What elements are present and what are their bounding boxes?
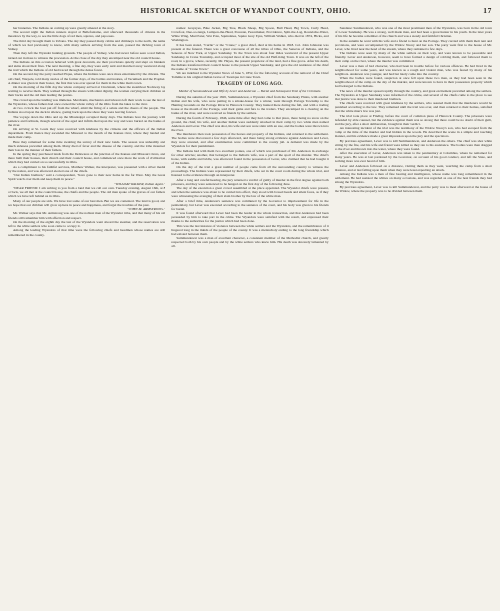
paragraph: After a brief time, Anderson's sentence was commuted by the Governor to imprisonment for life in the penitentiary, but Lever was executed according to the sentence of the court, and his body was given to his friends for burial. (171, 198, 329, 211)
column-2 (171, 26, 328, 604)
section-subheading: Murder of Summundewat and Wife by Lever and Anderson — Burial and Subsequent Trial of the Criminals. (178, 89, 322, 94)
paragraph: Sundane: Sunmundewat, who was one of the most prominent men of the Wyandots, was born in the old town of Lower Sandusky. He was a strong, well made man, and had been a great hunter in his youth. In the later years of his life he became a member of the church and was a steady and faithful Christian. (334, 26, 492, 39)
paragraph: The voyage down the Ohio and up the Mississippi occupied many days. The Indians bore the journey with patience and fortitude, though several of the aged and infirm died upon the way and were buried on the banks of the river. (8, 114, 166, 127)
paragraph: On the morning of the eighth day the last of the Wyandots went aboard the steamer, and the reservation was left to the white settlers who soon came to occupy it. (8, 219, 166, 229)
paragraph: During the fourth of February, 1846, some time after they had come to that place, there being no snow on the ground, the chief, his wife, and another Indian were suddenly attacked in their camp by two white men named Anderson and Lever. The chief was shot, his wife and son were slain with an axe, and the bodies were thrown into the river. (171, 115, 329, 132)
section-heading: TRAGEDY OF LONG AGO. (217, 82, 283, 88)
paragraph: Among the Indians was a man of fine bearing and intelligence, whose name was long remembered in the settlement. He had assisted the whites on many occasions, and was regarded as one of the best friends they had among the Wyandots. (334, 172, 492, 185)
paragraph: By previous agreement, Lever was to kill Summundewat, and Anderson the others. The chief was shot while sitting by the fire, and his wife and friend were killed as they ran to his assistance. The bodies were then dragged to the river and thrown into the water, where they were found. (334, 138, 492, 151)
paragraph: Summundewat was a man of excellent character, a consistent member of the Methodist church, and greatly respected both by his own people and by the white settlers who knew him. His death was sincerely lamented by all. (171, 236, 329, 249)
signature-line: "WILLIAM WALKER, Indian Agent." (114, 181, 166, 186)
paragraph: After a long and careful hearing, the jury returned a verdict of guilty of murder in the first degree against both prisoners, and they were sentenced to be hanged on the first day of the following June. (171, 177, 329, 186)
paragraph: By previous agreement, Lever was to kill Summundewat, and the party was to meet afterward at the house of the Widow, where the property was to be divided between them. (334, 184, 492, 193)
paragraph: The Indians were seen by many of the white settlers on their way, and were known to be peaceable and friendly. Lever and Anderson, however, seem to have formed a design of robbing them, and followed them to their camp on the river, where the murder was committed. (334, 51, 492, 64)
paragraph: The news of the murder spread rapidly through the country, and great excitement prevailed among the settlers. The Wyandots at Upper Sandusky were informed of the crime, and several of the chiefs came to the place to see that justice was done to their murdered brethren. (334, 88, 492, 101)
paragraph: On the second day the party reached Piqua, where the Indians were once more entertained by the citizens. The old chief, Warpole, told many stories of the former days, of the battles and treaties, of Tecumseh and the Prophet. A dinner was given in their honor, the first that was ever spread for them in the white man's town. (8, 72, 166, 85)
paragraph: On the day of the trial a great number of people came from all the surrounding country to witness the proceedings. The Indians were represented by their chiefs, who sat in the court room during the whole trial, and listened to the evidence through an interpreter. (171, 165, 329, 178)
paragraph: In the autumn he went with his wife and a friend to hunt on the Portage. They carried with them their tent and provisions, and were accompanied by the Widow Nacey and her son. The party went first to the house of Mr. Lever, who lived near the head of the stream, where they remained a few days. (334, 38, 492, 51)
paragraph: It was found afterward that Lever had been the leader in the whole transaction, and that Anderson had been persuaded by him to take part in the crime. The Wyandots were satisfied with the result, and expressed their thanks to the authorities for the justice which had been done. (171, 211, 329, 224)
paragraph: Lever was a man of bad character, who had been in trouble before for various offences. He had lived in the neighborhood for some years, and was known as a rough and violent man, who was feared by many of his neighbors. Anderson was younger, and had but lately come into the country. (334, 63, 492, 76)
paragraph: Mr. Walker says that Mr. Armstrong was one of the noblest men of the Wyandot tribe, and that many of his old friends still remember him with affection and respect. (8, 211, 166, 220)
paragraph: After the execution of Lever, Anderson was taken to the penitentiary at Columbus, where he remained for many years. He was at last pardoned by the Governor, on account of his good conduct, and left the State, and nothing more was ever heard of him. (334, 151, 492, 164)
paragraph: It has been stated, "Curlie" or the "Crane," a great chief, died at his home in 1818. Col. John Johnston was present at the funeral. There was a great concourse of all the tribes of Ohio, the Senecas of Indiana, and the Senecas of New York, at Upper Sandusky. To the Town was about four miles westward of the present Upper Sandusky, in Crane Township, and occupied most of the site of the old Half-King Town. It was on the left of the road, in a grove, where, recently, Mr. Hayes, the present proprietor of the land, had a fine grove. After his death, the Indians transferred their council house to the present Upper Sandusky, and gave the old residence of the chief the name of "Crane Town." (171, 42, 329, 71)
paragraph: Many of our people are sick. We have lost some of our best men. But we are contented. The land is good, and we hope that our children will grow up here in peace and happiness, and forget the troubles of the past. (8, 198, 166, 207)
paragraph: Lever and Anderson followed on a distance, visiting them as they went, watching the camp from a short distance, and at last falling upon them when they were least expecting an attack. (334, 163, 492, 172)
paragraph: On the morning of the fifth day the whole company arrived at Cincinnati, where the steamboat Nodaway lay waiting to receive them. They walked through the streets with silent dignity, the women carrying their children on their backs and the old men leading the ponies. (8, 85, 166, 98)
paragraph: We are indebted to the Wyandot News of June 5, 1852, for the following account of the removal of the Chief Tommie to his original Indian Grave of Tooniqua in Crane Town. (171, 71, 329, 80)
column-3 (335, 26, 492, 604)
paragraph: her brunettes. The Indians on coming up were greatly amazed at the story. (13, 26, 115, 30)
text-columns (8, 26, 492, 604)
paragraph: At two o'clock the boat put off from the wharf, amid the firing of a salute and the cheers of the people. The Indians stood upon the deck in silence, gazing back upon the shore they were leaving forever. (8, 106, 166, 115)
page-number: 17 (483, 6, 492, 15)
running-head (8, 6, 492, 22)
paragraph: The crowd upon the landing was immense. Merchants, mechanics and laborers left their work to see the last of the Wyandots, whose fathers had once owned the whole valley of the Ohio from the lakes to the river. (8, 97, 166, 106)
paragraph: In the spring they purchased lands from the Delawares at the junction of the Kansas and Missouri rivers, and there built their houses, their church and their council house, and commenced once more the work of civilization which they had carried on so successfully in Ohio. (8, 152, 166, 165)
paragraph: Among the leading Wyandots of that time were the following chiefs and headmen whose names are still remembered in the county. (8, 228, 166, 237)
paragraph: "DEAR FRIEND: I am writing to you from a land that we call our own. Tuesday evening, August 16th, at 8 o'clock, we all met at the council house, the chiefs and the people. The old men spoke of the graves of our fathers which we have left behind us in Ohio. (8, 186, 166, 199)
paragraph: When the bodies were found, suspicion at once fell upon these two men, as they had been seen in the neighborhood of the camp on the day of the murder, and were known to have in their possession property which had belonged to the Indians. (334, 76, 492, 89)
paragraph: On arriving at St. Louis they were received with kindness by the citizens and the officers of the Indian department. From thence they ascended the Missouri to the mouth of the Kansas river, where they landed and made their camp. (8, 127, 166, 140)
signature-line: "JOHN M. ARMSTRONG." (127, 207, 166, 212)
running-title: HISTORICAL SKETCH OF WYANDOT COUNTY, OHIO. (140, 7, 351, 15)
paragraph: The chiefs were received with great kindness by the settlers, who assured them that the murderers would be punished according to the law. They remained until the trial was over, and then returned to their homes, satisfied that the white man's law was just. (334, 101, 492, 114)
paragraph: As a compliment to his faithful services, Matthew Walker, the interpreter, was presented with a silver medal by the nation, and was afterward elected one of the chiefs. (8, 164, 166, 173)
paragraph: The day of the execution a great crowd assembled at the place appointed. The Wyandot chiefs were present, and when the sentence was about to be carried into effect, they stood with bowed heads and silent faces, as if they were witnessing the avenging of their slain brother by the law of the white man. (171, 186, 329, 199)
paragraph: The Indians had with them two excellent ponies, one of which was purchased of Mr. Anderson in exchange for other articles; another, that belonged to the Indian's wife, was a part of the spoil of the murder. The chief's horse, with saddle and bridle, was afterward found in the possession of Lever, who claimed that he had bought it of the Indian. (171, 148, 329, 165)
paragraph: names: Grayeyes, Blue Jacket, Big Tree, Black Sheep, Big Spoon, Bull Head, Big Town, Curly Head, Crowfoot, Dee-oo-tunga, Lumpon-the-Head, Poucean, Peacemaker, Providence, Split-the-Log, Round-the-Water, White Wing, Mud Eater, War Pole, Squindatee, Squire Grey Eyes, William Walker, who died in 1874, Hicks, and Washington. (171, 26, 329, 43)
paragraph: The trial took place at Findlay, before the court of common pleas of Hancock County. The prisoners were defended by able counsel, but the evidence against them was so strong that there could be no doubt of their guilt, and the jury, after a short deliberation, brought in their verdict. (334, 113, 492, 126)
paragraph: Then they left the Wyandot hunting grounds. The people of Sidney, who had never before seen a real Indian, turned out in mass to witness the procession. At the close of the day they encamped near the old council house. (8, 51, 166, 60)
paragraph: Here they remained for some time awaiting the survey of their new lands. The season was unhealthy and much sickness prevailed among them. Many died of fever and the disease of the country, and the tribe mourned their loss in the manner of their fathers. (8, 139, 166, 152)
paragraph: During the autumn of the year 1845, Summundewat, a Wyandot chief from the Sandusky Plains, with another Indian and his wife, who were putting in a smoke-house for a winter, went through Portage Township to the Hunting Grounds on the Portage River in Hancock County. They hunted there during the fall, and with a trading house at the mouth of the Portage, sold their game and furs to the traders. They encamped in a clearing on the banks of the river, and were received as friends by the settlers. (171, 94, 329, 116)
paragraph: The second night the Indian runners stayed at Bellefontaine, and afterward thousands of citizens in the meadows by the way, to see the little dogs of red men, squaws, and papooses. (8, 30, 166, 39)
paragraph: The murderers then took possession of the horses and property of the Indians, and returned to the settlement. The bodies were discovered a few days afterward, and there being strong evidence against Anderson and Lever, they were arrested, and after examination were committed to the county jail. A demand was made by the Wyandots for their punishment. (171, 132, 329, 149)
paragraph: The Indians on this occasion behaved with great decorum, ate their provisions quietly and slept on blankets and skins about their fires. The next morning, a fine day, they were early astir and marched away westward along the trail which the Indians of old had traced through the dense forest. (8, 59, 166, 73)
paragraph: The third day brought them to Urbana. The day they passed many cabins and chimneys to the north, the name of which we had previously to know, with many settlers arriving from the east, passed the thriving town of Sidney. (8, 38, 166, 52)
paragraph: This was the last instance of violence between the white settlers and the Wyandots, and the remembrance of it lingered long in the minds of the people of the county. It was a melancholy ending to the long friendship which had existed between them. (171, 223, 329, 236)
paragraph: An interesting incident of the trial was the testimony of the Widow Nacey's son, who had escaped from the camp at the time of the murder and had hidden in the woods. He described the scene in a simple and touching manner, and his evidence made a great impression upon the jury and the spectators. (334, 126, 492, 139)
paragraph: "Our Indian brethren," said a correspondent, "have gone to their new home in the far West. May the Great Spirit watch over them and keep them in peace." (8, 173, 166, 182)
column-1 (8, 26, 165, 604)
